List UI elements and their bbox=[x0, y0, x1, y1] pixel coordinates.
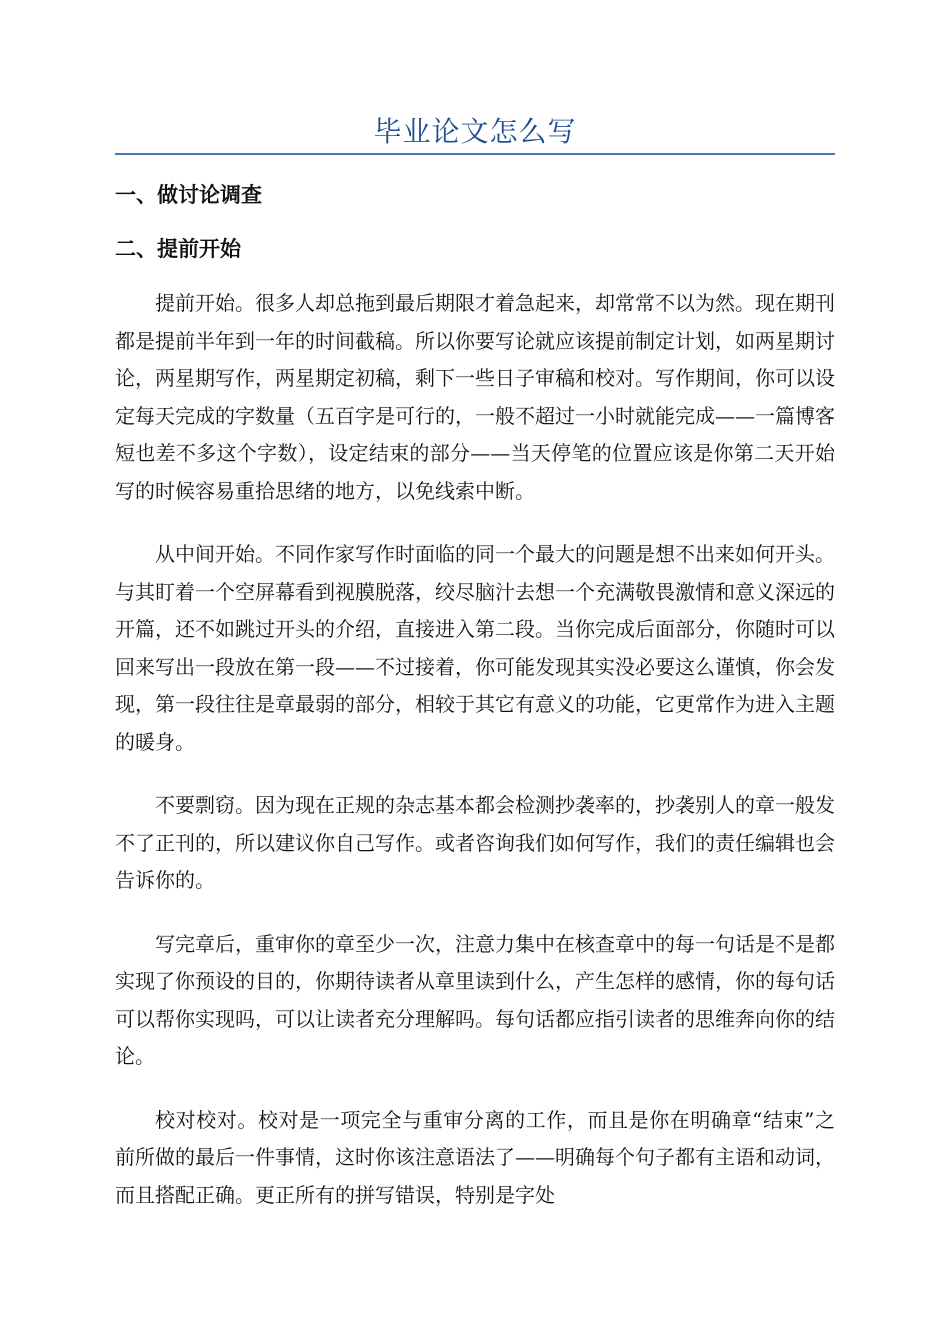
document-title: 毕业论文怎么写 bbox=[373, 115, 577, 148]
section-heading-start-early: 二、提前开始 bbox=[115, 237, 241, 261]
title-underline bbox=[115, 153, 835, 155]
paragraph-proofread: 校对校对。校对是一项完全与重审分离的工作，而且是你在明确章“结束”之前所做的最后一件事情，这时你该注意语法了——明确每个句子都有主语和动词，而且搭配正确。更正所有的拼写错误，特别是字处 bbox=[115, 1107, 835, 1207]
body-text bbox=[115, 285, 835, 1240]
paragraph-start-early: 提前开始。很多人却总拖到最后期限才着急起来，却常常不以为然。现在期刊都是提前半年到一年的时间截稿。所以你要写论就应该提前制定计划，如两星期讨论，两星期写作，两星期定初稿，剩下一些日子审稿和校对。写作期间，你可以设定每天完成的字数量（五百字是可行的，一般不超过一小时就能完成——一篇博客短也差不多这个字数），设定结束的部分——当天停笔的位置应该是你第二天开始写的时候容易重拾思绪的地方，以免线索中断。 bbox=[115, 291, 835, 503]
paragraph-no-plagiarism: 不要剽窃。因为现在正规的杂志基本都会检测抄袭率的，抄袭别人的章一般发不了正刊的，所以建议你自己写作。或者咨询我们如何写作，我们的责任编辑也会告诉你的。 bbox=[115, 793, 835, 892]
paragraph-start-middle: 从中间开始。不同作家写作时面临的同一个最大的问题是想不出来如何开头。与其盯着一个空屏幕看到视膜脱落，绞尽脑汁去想一个充满敬畏激情和意义深远的开篇，还不如跳过开头的介绍，直接进入第二段。当你完成后面部分，你随时可以回来写出一段放在第一段——不过接着，你可能发现其实没必要这么谨慎，你会发现，第一段往往是章最弱的部分，相较于其它有意义的功能，它更常作为进入主题的暖身。 bbox=[115, 542, 835, 754]
section-heading-research: 一、做讨论调查 bbox=[115, 183, 262, 207]
paragraph-review: 写完章后，重审你的章至少一次，注意力集中在核查章中的每一句话是不是都实现了你预设的目的，你期待读者从章里读到什么，产生怎样的感情，你的每句话可以帮你实现吗，可以让读者充分理解吗。每句话都应指引读者的思维奔向你的结论。 bbox=[115, 931, 835, 1068]
